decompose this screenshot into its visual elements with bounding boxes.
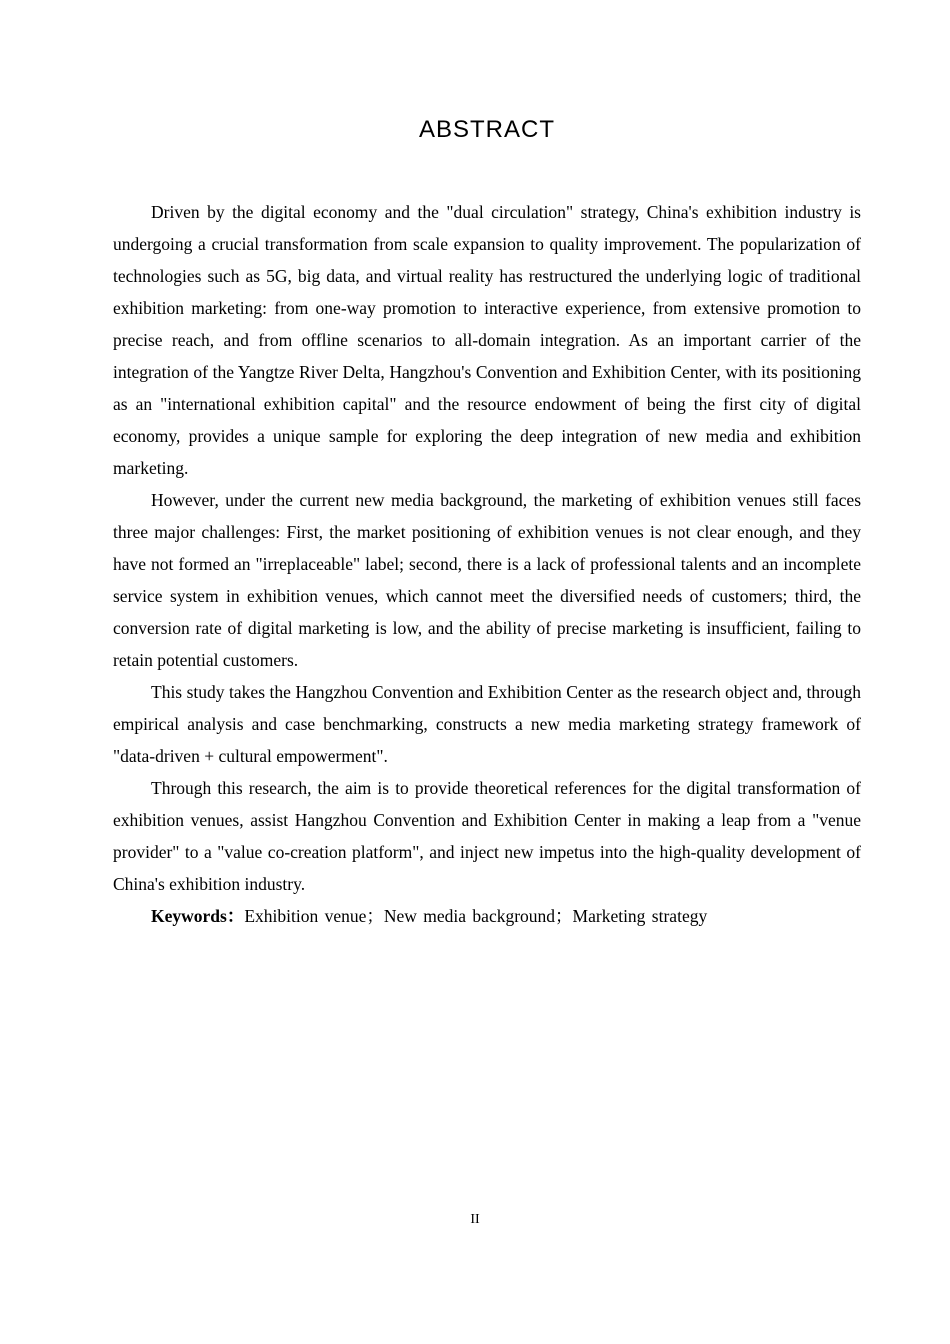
page-content <box>113 0 861 932</box>
abstract-paragraph: This study takes the Hangzhou Convention and Exhibition Center as the research object and, through empirical analysis and case benchmarking, constructs a new media marketing strategy framework of "data-driven + cultural empowerment". <box>113 682 861 766</box>
abstract-paragraph: Through this research, the aim is to provide theoretical references for the digital transformation of exhibition venues, assist Hangzhou Convention and Exhibition Center in making a leap from a "venue provider" to a "value co-creation platform", and inject new impetus into the high-quality development of China's exhibition industry. <box>113 778 861 894</box>
page-title: ABSTRACT <box>418 116 555 143</box>
abstract-paragraph: Driven by the digital economy and the "dual circulation" strategy, China's exhibition industry is undergoing a crucial transformation from scale expansion to quality improvement. The popularization of technologies such as 5G, big data, and virtual reality has restructured the underlying logic of traditional exhibition marketing: from one-way promotion to interactive experience, from extensive promotion to precise reach, and from offline scenarios to all-domain integration. As an important carrier of the integration of the Yangtze River Delta, Hangzhou's Convention and Exhibition Center, with its positioning as an "international exhibition capital" and the resource endowment of being the first city of digital economy, provides a unique sample for exploring the deep integration of new media and exhibition marketing. <box>113 202 861 478</box>
keywords-line <box>113 900 861 932</box>
abstract-paragraph: However, under the current new media background, the marketing of exhibition venues still faces three major challenges: First, the market positioning of exhibition venues is not clear enough, and they have not formed an "irreplaceable" label; second, there is a lack of professional talents and an incomplete service system in exhibition venues, which cannot meet the diversified needs of customers; third, the conversion rate of digital marketing is low, and the ability of precise marketing is insufficient, failing to retain potential customers. <box>113 490 861 670</box>
page-number: II <box>470 1212 480 1227</box>
abstract-body <box>113 196 861 932</box>
keywords-label: Keywords： <box>151 906 245 926</box>
keywords-text: Exhibition venue；New media background；Marketing strategy <box>244 906 708 926</box>
